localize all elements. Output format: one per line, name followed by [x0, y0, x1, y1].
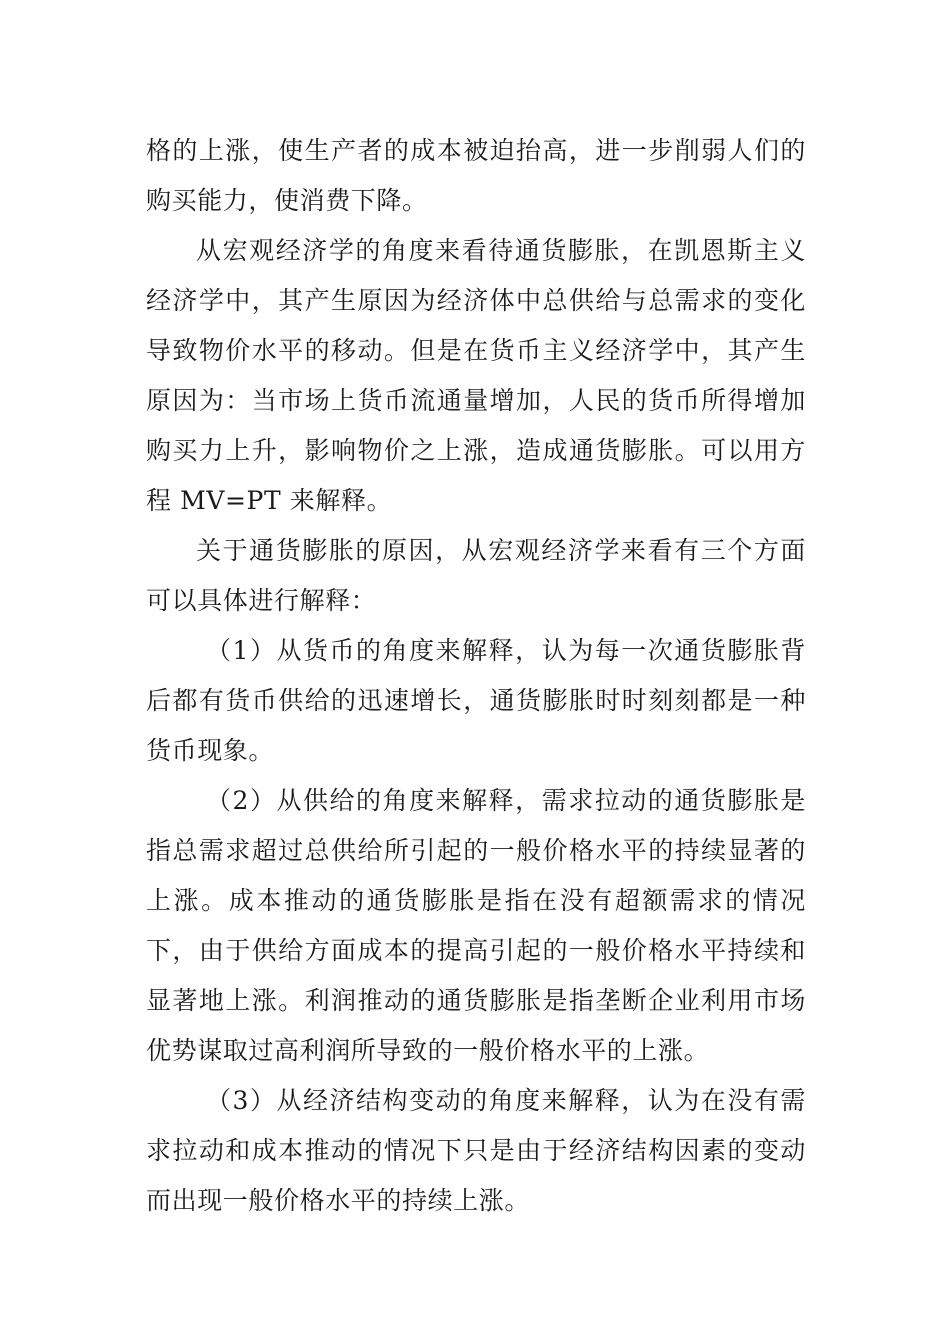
paragraph-continuation: 格的上涨，使生产者的成本被迫抬高，进一步削弱人们的购买能力，使消费下降。	[146, 136, 806, 215]
document-body	[146, 126, 806, 1226]
paragraph-causes-intro: 关于通货膨胀的原因，从宏观经济学来看有三个方面可以具体进行解释：	[146, 536, 806, 615]
paragraph-cause-supply: （2）从供给的角度来解释，需求拉动的通货膨胀是指总需求超过总供给所引起的一般价格水平的持续显著的上涨。成本推动的通货膨胀是指在没有超额需求的情况下，由于供给方面成本的提高引起的一般价格水平持续和显著地上涨。利润推动的通货膨胀是指垄断企业利用市场优势谋取过高利润所导致的一般价格水平的上涨。	[146, 786, 806, 1065]
paragraph-macroeconomic-view: 从宏观经济学的角度来看待通货膨胀，在凯恩斯主义经济学中，其产生原因为经济体中总供给与总需求的变化导致物价水平的移动。但是在货币主义经济学中，其产生原因为：当市场上货币流通量增加，人民的货币所得增加购买力上升，影响物价之上涨，造成通货膨胀。可以用方程 MV=PT 来解释。	[146, 236, 806, 515]
paragraph-cause-structural: （3）从经济结构变动的角度来解释，认为在没有需求拉动和成本推动的情况下只是由于经济结构因素的变动而出现一般价格水平的持续上涨。	[146, 1086, 806, 1215]
paragraph-cause-monetary: （1）从货币的角度来解释，认为每一次通货膨胀背后都有货币供给的迅速增长，通货膨胀时时刻刻都是一种货币现象。	[146, 636, 806, 765]
